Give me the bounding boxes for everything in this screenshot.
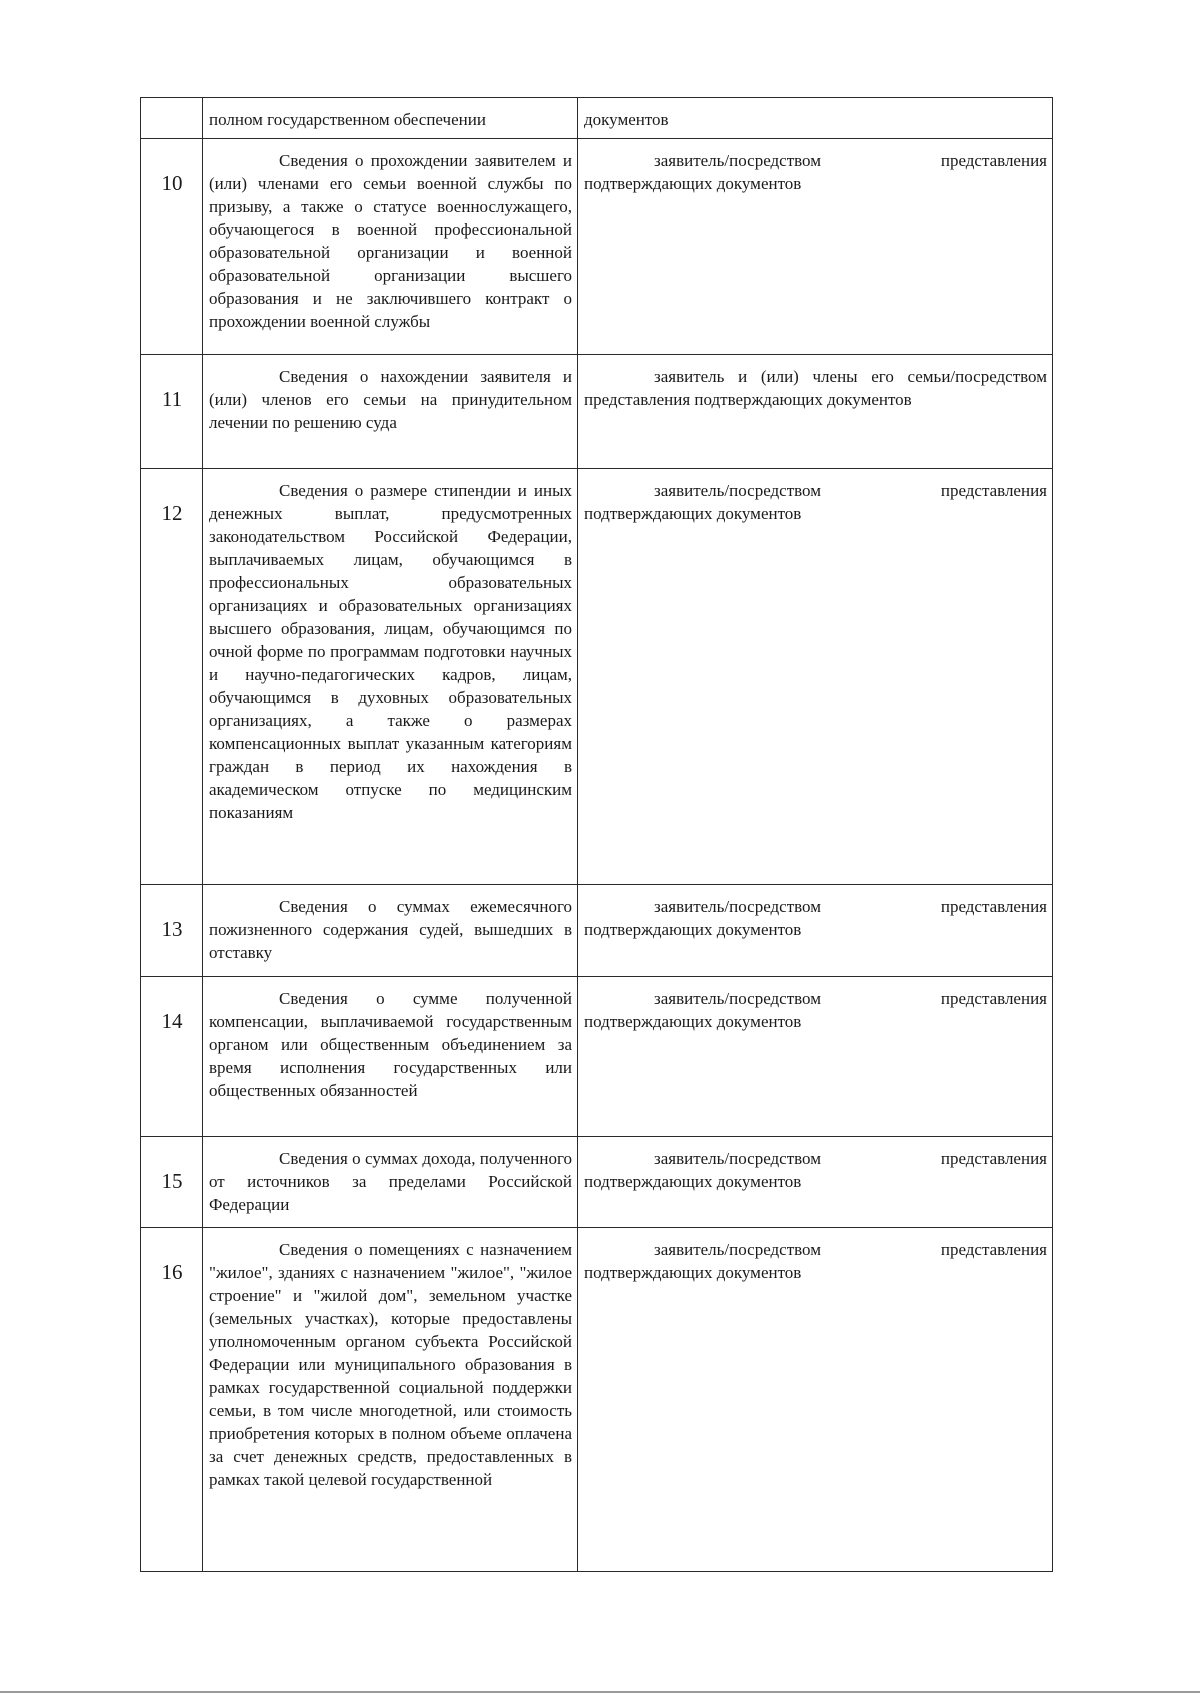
info-cell: [203, 139, 578, 355]
info-cell: [203, 1228, 578, 1572]
source-text: заявитель/посредством представления подтверждающих документов: [584, 989, 1047, 1031]
documents-table: [140, 97, 1053, 1572]
table-row: [141, 977, 1053, 1137]
source-text: заявитель/посредством представления подтверждающих документов: [584, 1149, 1047, 1191]
source-text: заявитель и (или) члены его семьи/посредством представления подтверждающих документов: [584, 367, 1047, 409]
source-cell: [578, 355, 1053, 469]
row-number-cell: [141, 98, 203, 139]
table-row-continuation: [141, 98, 1053, 139]
info-cell: [203, 469, 578, 885]
info-cell: [203, 977, 578, 1137]
source-cell: [578, 1228, 1053, 1572]
table-row: [141, 469, 1053, 885]
info-text: Сведения о суммах дохода, полученного от источников за пределами Российской Федерации: [209, 1149, 572, 1214]
source-cell: [578, 977, 1053, 1137]
info-cell: полном государственном обеспечении: [203, 98, 578, 139]
info-cell: [203, 1137, 578, 1228]
row-number: 13: [141, 885, 203, 977]
table-row: [141, 885, 1053, 977]
info-text: Сведения о размере стипендии и иных денежных выплат, предусмотренных законодательством Российской Федерации, выплачиваемых лицам, обучающимся в профессиональных образовательных организациях и образовательных организациях высшего образования, лицам, обучающимся по очной форме по программам подготовки научных и научно-педагогических кадров, лицам, обучающимся в духовных образовательных организациях, а также о размерах компенсационных выплат указанным категориям граждан в период их нахождения в академическом отпуске по медицинским показаниям: [209, 481, 572, 822]
row-number: 12: [141, 469, 203, 885]
info-text: Сведения о помещениях с назначением "жилое", зданиях с назначением "жилое", "жилое строение" и "жилой дом", земельном участке (земельных участках), которые предоставлены уполномоченным органом субъекта Российской Федерации или муниципального образования в рамках государственной социальной поддержки семьи, в том числе многодетной, или стоимость приобретения которых в полном объеме оплачена за счет денежных средств, предоставленных в рамках такой целевой государственной: [209, 1240, 572, 1489]
source-cell: [578, 885, 1053, 977]
source-text: заявитель/посредством представления подтверждающих документов: [584, 151, 1047, 193]
source-text: заявитель/посредством представления подтверждающих документов: [584, 1240, 1047, 1282]
row-number: 14: [141, 977, 203, 1137]
table-row: [141, 1228, 1053, 1572]
source-text: заявитель/посредством представления подтверждающих документов: [584, 481, 1047, 523]
source-cell: [578, 1137, 1053, 1228]
row-number: 11: [141, 355, 203, 469]
info-text: Сведения о прохождении заявителем и (или) членами его семьи военной службы по призыву, а также о статусе военнослужащего, обучающегося в военной профессиональной образовательной организации и военной образовательной организации высшего образования и не заключившего контракт о прохождении военной службы: [209, 151, 572, 331]
info-text: Сведения о сумме полученной компенсации, выплачиваемой государственным органом или общественным объединением за время исполнения государственных или общественных обязанностей: [209, 989, 572, 1100]
source-cell: [578, 139, 1053, 355]
scan-edge-line: [0, 1691, 1200, 1693]
source-cell: [578, 469, 1053, 885]
source-text: заявитель/посредством представления подтверждающих документов: [584, 897, 1047, 939]
info-cell: [203, 885, 578, 977]
row-number: 16: [141, 1228, 203, 1572]
info-text: Сведения о суммах ежемесячного пожизненного содержания судей, вышедших в отставку: [209, 897, 572, 962]
source-cell: документов: [578, 98, 1053, 139]
table-row: [141, 139, 1053, 355]
row-number: 10: [141, 139, 203, 355]
table-row: [141, 1137, 1053, 1228]
info-text: Сведения о нахождении заявителя и (или) членов его семьи на принудительном лечении по решению суда: [209, 367, 572, 432]
table-row: [141, 355, 1053, 469]
row-number: 15: [141, 1137, 203, 1228]
info-cell: [203, 355, 578, 469]
